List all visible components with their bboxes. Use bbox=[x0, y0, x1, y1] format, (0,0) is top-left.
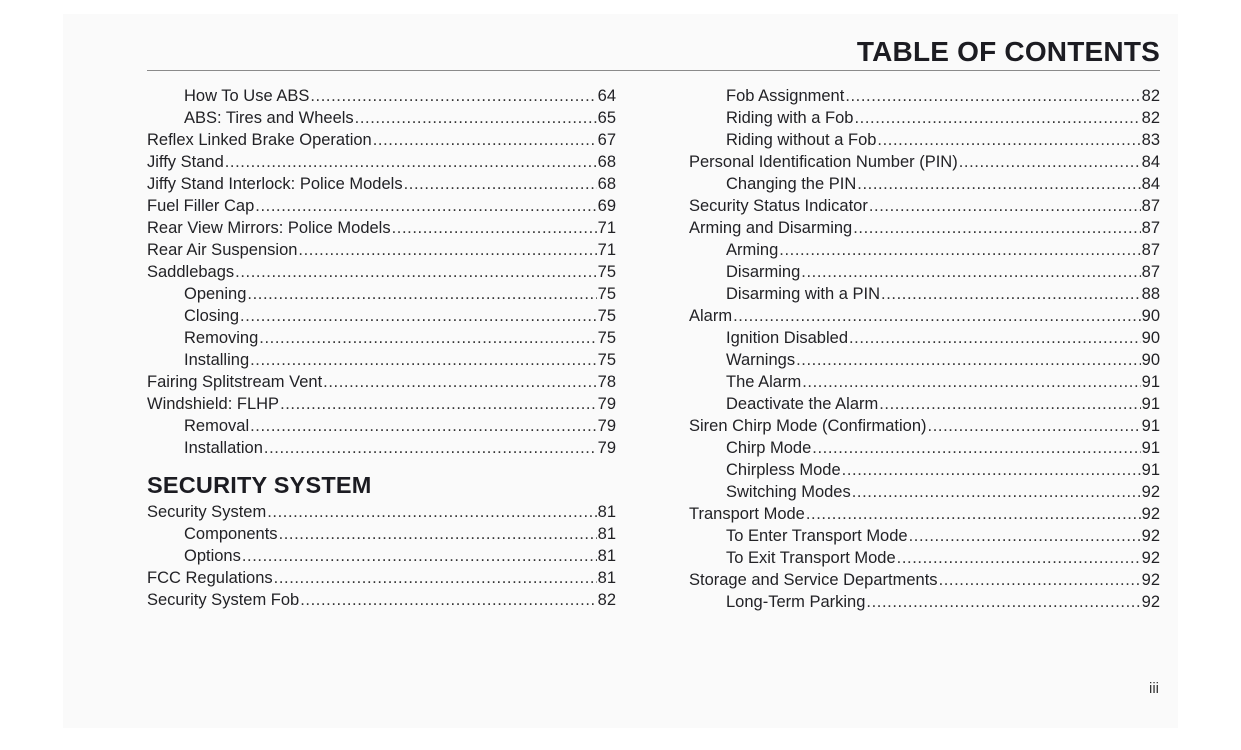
toc-entry-page-number: 79 bbox=[597, 395, 616, 413]
toc-list-right bbox=[689, 85, 1160, 613]
toc-entry[interactable] bbox=[689, 525, 1160, 547]
toc-entry-page-number: 92 bbox=[1141, 483, 1160, 501]
toc-entry[interactable] bbox=[689, 349, 1160, 371]
toc-entry-label: How To Use ABS bbox=[184, 87, 310, 105]
toc-entry-page-number: 81 bbox=[597, 569, 616, 587]
toc-entry-page-number: 92 bbox=[1141, 505, 1160, 523]
toc-entry[interactable] bbox=[689, 261, 1160, 283]
dot-leader bbox=[247, 283, 596, 305]
toc-entry-page-number: 91 bbox=[1141, 439, 1160, 457]
dot-leader bbox=[796, 349, 1141, 371]
toc-entry-label: Transport Mode bbox=[689, 505, 805, 523]
dot-leader bbox=[928, 415, 1141, 437]
toc-entry-label: Siren Chirp Mode (Confirmation) bbox=[689, 417, 927, 435]
dot-leader bbox=[842, 459, 1141, 481]
toc-entry[interactable] bbox=[689, 173, 1160, 195]
toc-entry-page-number: 91 bbox=[1141, 461, 1160, 479]
toc-entry-label: Arming bbox=[726, 241, 779, 259]
toc-entry[interactable] bbox=[689, 591, 1160, 613]
toc-entry-page-number: 65 bbox=[597, 109, 616, 127]
toc-entry[interactable] bbox=[689, 129, 1160, 151]
toc-entry-label: Rear View Mirrors: Police Models bbox=[147, 219, 391, 237]
page-number: iii bbox=[1149, 680, 1159, 697]
toc-entry-page-number: 88 bbox=[1141, 285, 1160, 303]
toc-entry-page-number: 92 bbox=[1141, 549, 1160, 567]
toc-entry-page-number: 68 bbox=[597, 175, 616, 193]
section-heading-security-system: SECURITY SYSTEM bbox=[147, 472, 372, 498]
dot-leader bbox=[959, 151, 1141, 173]
toc-entry-label: Long-Term Parking bbox=[726, 593, 866, 611]
toc-entry-label: Closing bbox=[184, 307, 240, 325]
toc-entry-page-number: 79 bbox=[597, 417, 616, 435]
toc-entry[interactable] bbox=[689, 85, 1160, 107]
toc-entry[interactable] bbox=[689, 415, 1160, 437]
dot-leader bbox=[225, 151, 597, 173]
toc-entry-page-number: 82 bbox=[1141, 87, 1160, 105]
dot-leader bbox=[355, 107, 597, 129]
dot-leader bbox=[279, 523, 597, 545]
toc-entry-page-number: 64 bbox=[597, 87, 616, 105]
dot-leader bbox=[877, 129, 1140, 151]
toc-entry[interactable] bbox=[689, 569, 1160, 591]
dot-leader bbox=[404, 173, 597, 195]
toc-entry-page-number: 78 bbox=[597, 373, 616, 391]
toc-entry-page-number: 91 bbox=[1141, 373, 1160, 391]
toc-entry-label: Chirp Mode bbox=[726, 439, 812, 457]
toc-entry[interactable] bbox=[689, 305, 1160, 327]
toc-entry[interactable] bbox=[147, 349, 616, 371]
toc-entry[interactable] bbox=[147, 437, 616, 459]
toc-entry-page-number: 82 bbox=[1141, 109, 1160, 127]
dot-leader bbox=[802, 371, 1140, 393]
dot-leader bbox=[939, 569, 1141, 591]
toc-entry-label: Fuel Filler Cap bbox=[147, 197, 255, 215]
toc-list-before-section bbox=[147, 85, 616, 459]
toc-entry[interactable] bbox=[147, 567, 616, 589]
toc-entry-label: Security System bbox=[147, 503, 267, 521]
toc-entry-page-number: 71 bbox=[597, 219, 616, 237]
toc-entry-label: Options bbox=[184, 547, 241, 565]
toc-entry[interactable] bbox=[689, 195, 1160, 217]
toc-entry-label: Security Status Indicator bbox=[689, 197, 868, 215]
dot-leader bbox=[779, 239, 1140, 261]
toc-entry-label: To Exit Transport Mode bbox=[726, 549, 896, 567]
toc-entry[interactable] bbox=[689, 459, 1160, 481]
toc-entry-page-number: 92 bbox=[1141, 571, 1160, 589]
toc-entry[interactable] bbox=[689, 481, 1160, 503]
toc-entry-page-number: 82 bbox=[597, 591, 616, 609]
toc-entry-page-number: 90 bbox=[1141, 351, 1160, 369]
toc-entry[interactable] bbox=[147, 523, 616, 545]
toc-entry[interactable] bbox=[689, 437, 1160, 459]
toc-entry[interactable] bbox=[689, 547, 1160, 569]
toc-entry-page-number: 68 bbox=[597, 153, 616, 171]
toc-entry-label: FCC Regulations bbox=[147, 569, 273, 587]
dot-leader bbox=[310, 85, 596, 107]
toc-entry[interactable] bbox=[147, 305, 616, 327]
dot-leader bbox=[242, 545, 597, 567]
toc-entry-label: Opening bbox=[184, 285, 247, 303]
toc-entry-label: Jiffy Stand bbox=[147, 153, 224, 171]
dot-leader bbox=[806, 503, 1141, 525]
dot-leader bbox=[259, 327, 596, 349]
toc-entry[interactable] bbox=[689, 217, 1160, 239]
toc-entry-label: Alarm bbox=[689, 307, 733, 325]
dot-leader bbox=[300, 589, 596, 611]
toc-entry-label: Warnings bbox=[726, 351, 796, 369]
toc-entry[interactable] bbox=[147, 261, 616, 283]
toc-entry-label: Rear Air Suspension bbox=[147, 241, 298, 259]
toc-entry[interactable] bbox=[689, 239, 1160, 261]
dot-leader bbox=[240, 305, 597, 327]
toc-left-column bbox=[147, 85, 616, 611]
toc-entry-page-number: 87 bbox=[1141, 241, 1160, 259]
dot-leader bbox=[801, 261, 1140, 283]
toc-entry-page-number: 67 bbox=[597, 131, 616, 149]
dot-leader bbox=[274, 567, 597, 589]
toc-entry[interactable] bbox=[689, 371, 1160, 393]
toc-entry-label: Components bbox=[184, 525, 278, 543]
toc-entry-page-number: 75 bbox=[597, 307, 616, 325]
toc-entry-label: Removing bbox=[184, 329, 259, 347]
document-page bbox=[63, 14, 1178, 728]
dot-leader bbox=[812, 437, 1140, 459]
toc-entry[interactable] bbox=[147, 589, 616, 611]
toc-entry-label: Disarming bbox=[726, 263, 801, 281]
toc-right-column bbox=[689, 85, 1160, 613]
dot-leader bbox=[849, 327, 1141, 349]
toc-entry-page-number: 90 bbox=[1141, 307, 1160, 325]
toc-entry[interactable] bbox=[147, 129, 616, 151]
dot-leader bbox=[323, 371, 596, 393]
dot-leader bbox=[250, 349, 597, 371]
toc-entry-label: Changing the PIN bbox=[726, 175, 857, 193]
toc-entry-page-number: 81 bbox=[597, 525, 616, 543]
dot-leader bbox=[264, 437, 597, 459]
toc-entry-label: Saddlebags bbox=[147, 263, 235, 281]
toc-entry-label: ABS: Tires and Wheels bbox=[184, 109, 354, 127]
toc-entry-page-number: 87 bbox=[1141, 219, 1160, 237]
dot-leader bbox=[255, 195, 596, 217]
toc-entry-page-number: 79 bbox=[597, 439, 616, 457]
dot-leader bbox=[854, 107, 1140, 129]
title-divider bbox=[147, 70, 1160, 71]
toc-entry[interactable] bbox=[147, 327, 616, 349]
toc-entry-page-number: 92 bbox=[1141, 593, 1160, 611]
toc-entry[interactable] bbox=[147, 393, 616, 415]
toc-entry-page-number: 90 bbox=[1141, 329, 1160, 347]
toc-entry[interactable] bbox=[689, 327, 1160, 349]
toc-entry-page-number: 75 bbox=[597, 329, 616, 347]
toc-entry-label: Fairing Splitstream Vent bbox=[147, 373, 323, 391]
dot-leader bbox=[733, 305, 1141, 327]
toc-entry-label: Fob Assignment bbox=[726, 87, 845, 105]
toc-entry-page-number: 91 bbox=[1141, 395, 1160, 413]
toc-entry-label: Arming and Disarming bbox=[689, 219, 853, 237]
dot-leader bbox=[857, 173, 1140, 195]
toc-entry[interactable] bbox=[147, 195, 616, 217]
toc-entry[interactable] bbox=[689, 283, 1160, 305]
toc-entry-label: Installing bbox=[184, 351, 250, 369]
toc-entry-page-number: 81 bbox=[597, 503, 616, 521]
toc-entry-page-number: 92 bbox=[1141, 527, 1160, 545]
dot-leader bbox=[267, 501, 596, 523]
dot-leader bbox=[250, 415, 597, 437]
toc-entry-page-number: 84 bbox=[1141, 175, 1160, 193]
toc-entry-page-number: 75 bbox=[597, 263, 616, 281]
toc-entry-label: Storage and Service Departments bbox=[689, 571, 938, 589]
toc-entry-page-number: 71 bbox=[597, 241, 616, 259]
toc-entry-label: Security System Fob bbox=[147, 591, 300, 609]
dot-leader bbox=[869, 195, 1141, 217]
dot-leader bbox=[853, 217, 1140, 239]
toc-entry-page-number: 75 bbox=[597, 285, 616, 303]
toc-entry-page-number: 91 bbox=[1141, 417, 1160, 435]
toc-entry-label: Riding without a Fob bbox=[726, 131, 877, 149]
dot-leader bbox=[881, 283, 1141, 305]
toc-entry-label: Riding with a Fob bbox=[726, 109, 854, 127]
toc-entry-label: Disarming with a PIN bbox=[726, 285, 881, 303]
toc-entry-label: Chirpless Mode bbox=[726, 461, 841, 479]
toc-entry[interactable] bbox=[147, 415, 616, 437]
toc-entry-label: To Enter Transport Mode bbox=[726, 527, 908, 545]
toc-entry[interactable] bbox=[147, 85, 616, 107]
toc-list-after-section bbox=[147, 501, 616, 611]
dot-leader bbox=[866, 591, 1140, 613]
toc-entry-page-number: 81 bbox=[597, 547, 616, 565]
toc-entry-page-number: 83 bbox=[1141, 131, 1160, 149]
toc-entry[interactable] bbox=[147, 371, 616, 393]
dot-leader bbox=[852, 481, 1141, 503]
page-title: TABLE OF CONTENTS bbox=[856, 36, 1160, 67]
toc-entry-label: Removal bbox=[184, 417, 250, 435]
toc-entry-label: Windshield: FLHP bbox=[147, 395, 280, 413]
toc-entry[interactable] bbox=[147, 545, 616, 567]
toc-entry[interactable] bbox=[147, 239, 616, 261]
toc-entry[interactable] bbox=[147, 501, 616, 523]
toc-entry[interactable] bbox=[147, 173, 616, 195]
dot-leader bbox=[373, 129, 597, 151]
toc-entry[interactable] bbox=[147, 151, 616, 173]
toc-entry-label: The Alarm bbox=[726, 373, 802, 391]
dot-leader bbox=[897, 547, 1141, 569]
dot-leader bbox=[845, 85, 1140, 107]
toc-entry[interactable] bbox=[147, 107, 616, 129]
dot-leader bbox=[280, 393, 597, 415]
toc-entry-label: Ignition Disabled bbox=[726, 329, 848, 347]
toc-entry-label: Installation bbox=[184, 439, 263, 457]
toc-entry-label: Deactivate the Alarm bbox=[726, 395, 879, 413]
toc-entry-page-number: 84 bbox=[1141, 153, 1160, 171]
dot-leader bbox=[392, 217, 597, 239]
toc-entry-page-number: 87 bbox=[1141, 197, 1160, 215]
dot-leader bbox=[879, 393, 1140, 415]
dot-leader bbox=[909, 525, 1141, 547]
toc-entry-label: Jiffy Stand Interlock: Police Models bbox=[147, 175, 403, 193]
dot-leader bbox=[298, 239, 596, 261]
toc-entry-page-number: 87 bbox=[1141, 263, 1160, 281]
dot-leader bbox=[235, 261, 596, 283]
toc-entry[interactable] bbox=[689, 151, 1160, 173]
toc-entry-label: Personal Identification Number (PIN) bbox=[689, 153, 958, 171]
toc-entry-page-number: 69 bbox=[597, 197, 616, 215]
toc-entry-label: Reflex Linked Brake Operation bbox=[147, 131, 372, 149]
toc-entry[interactable] bbox=[689, 107, 1160, 129]
toc-entry[interactable] bbox=[147, 283, 616, 305]
toc-entry[interactable] bbox=[689, 503, 1160, 525]
toc-entry[interactable] bbox=[147, 217, 616, 239]
toc-entry-page-number: 75 bbox=[597, 351, 616, 369]
toc-entry[interactable] bbox=[689, 393, 1160, 415]
toc-entry-label: Switching Modes bbox=[726, 483, 851, 501]
